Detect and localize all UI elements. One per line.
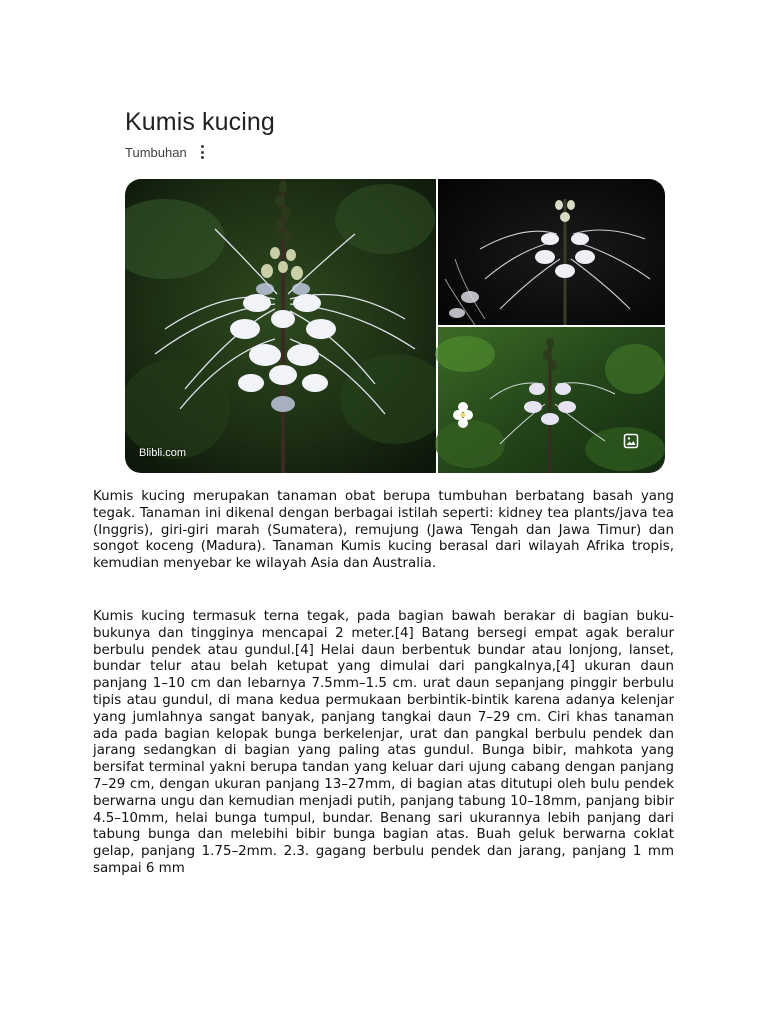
image-icon[interactable] <box>623 433 639 449</box>
paragraph-intro: Kumis kucing merupakan tanaman obat berupa tumbuhan berbatang basah yang tegak. Tanaman ini dikenal dengan berbagai istilah seperti: kidney tea plants/java tea (Inggris), giri-giri marah (Sumatera), remujung (Jawa Tengah dan Jawa Timur) dan songot koceng (Madura). Tanaman Kumis kucing berasal dari wilayah Afrika tropis, kemudian menyebar ke wilayah Asia dan Australia. <box>93 489 674 572</box>
paragraph-description: Kumis kucing termasuk terna tegak, pada bagian bawah berakar di bagian buku-bukunya dan tingginya mencapai 2 meter.[4] Batang bersegi empat agak beralur berbulu pendek atau gundul.[4] Helai daun berbentuk bundar atau lonjong, lanset, bundar telur atau belah ketupat yang dimulai dari pangkalnya,[4] ukuran daun panjang 1–10 cm dan lebarnya 7.5mm–1.5 cm. urat daun sepanjang pinggir berbulu tipis atau gundul, di mana kedua permukaan berbintik-bintik karena adanya kelenjar yang jumlahnya sangat banyak, panjang tangkai daun 7–29 cm. Ciri khas tanaman ada pada bagian kelopak bunga berkelenjar, urat dan pangkal berbulu pendek dan jarang sedangkan di bagian yang paling atas gundul. Bunga bibir, mahkota yang bersifat terminal yakni berupa tandan yang keluar dari ujung cabang dengan panjang 7–29 cm, dengan ukuran panjang 13–27mm, di bagian atas ditutupi oleh bulu pendek berwarna ungu dan kemudian menjadi putih, panjang tabung 10–18mm, panjang bibir 4.5–10mm, helai bunga tumpul, bundar. Benang sari ukurannya lebih panjang dari tabung bunga dan melebihi bibir bunga bagian atas. Buah geluk berwarna coklat gelap, panjang 1.75–2mm. 2.3. gagang berbulu pendek dan jarang, panjang 1 mm sampai 6 mm <box>93 609 674 876</box>
flower-photo-bottom-right[interactable] <box>435 327 665 473</box>
more-vert-icon[interactable] <box>197 145 209 159</box>
panel-subtitle: Tumbuhan <box>125 144 187 160</box>
subtitle-row <box>125 144 665 160</box>
flower-photo-top-right[interactable] <box>438 179 665 325</box>
image-gallery[interactable] <box>125 179 665 473</box>
image-source-label[interactable]: Blibli.com <box>139 447 187 459</box>
panel-title: Kumis kucing <box>125 108 275 136</box>
knowledge-panel-header <box>125 106 665 160</box>
flower-photo-main[interactable] <box>125 179 450 473</box>
